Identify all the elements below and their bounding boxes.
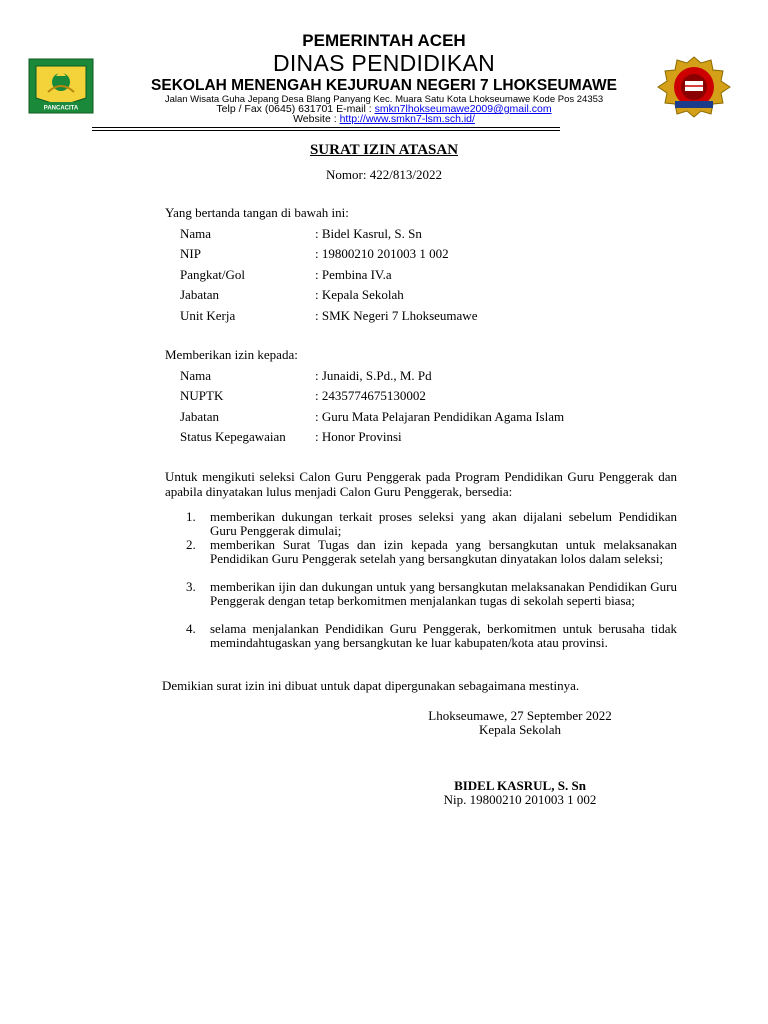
signer-label: Jabatan bbox=[180, 287, 219, 302]
letter-number: Nomor: 422/813/2022 bbox=[326, 167, 442, 182]
list-item-number: 2. bbox=[186, 537, 196, 552]
signer-value: : 19800210 201003 1 002 bbox=[315, 246, 449, 261]
grantee-value: : Honor Provinsi bbox=[315, 429, 402, 444]
letterhead-address: Jalan Wisata Guha Jepang Desa Blang Panyang Kec. Muara Satu Kota Lhokseumawe Kode Pos 24353 bbox=[164, 94, 604, 105]
signer-nip: Nip. 19800210 201003 1 002 bbox=[443, 792, 597, 807]
signer-label: Unit Kerja bbox=[180, 308, 236, 323]
list-item-number: 1. bbox=[186, 509, 196, 524]
signer-label: NIP bbox=[180, 246, 201, 261]
grantee-label: NUPTK bbox=[180, 388, 224, 403]
closing-text: Demikian surat izin ini dibuat untuk dapat dipergunakan sebagaimana mestinya. bbox=[162, 678, 580, 693]
header-divider-bottom bbox=[92, 130, 560, 131]
grantee-value: : Guru Mata Pelajaran Pendidikan Agama Islam bbox=[315, 409, 565, 424]
purpose-paragraph: Untuk mengikuti seleksi Calon Guru Penggerak pada Program Pendidikan Guru Penggerak dan apabila dinyatakan lulus menjadi Calon Guru Penggerak, bersedia: bbox=[165, 469, 677, 499]
website-prefix: Website : bbox=[293, 113, 340, 125]
grantee-value: : 2435774675130002 bbox=[315, 388, 426, 403]
signer-label: Pangkat/Gol bbox=[180, 267, 245, 282]
grantee-label: Nama bbox=[180, 368, 212, 383]
signer-value: : Pembina IV.a bbox=[315, 267, 392, 282]
letterhead-department: DINAS PENDIDIKAN bbox=[272, 50, 496, 76]
left-emblem-text: PANCACITA bbox=[43, 105, 79, 112]
signer-value: : SMK Negeri 7 Lhokseumawe bbox=[315, 308, 478, 323]
letter-title: SURAT IZIN ATASAN bbox=[309, 142, 459, 158]
signer-position: Kepala Sekolah bbox=[479, 722, 561, 737]
place-date: Lhokseumawe, 27 September 2022 bbox=[428, 708, 612, 723]
grantee-label: Status Kepegawaian bbox=[180, 429, 286, 444]
signer-value: : Kepala Sekolah bbox=[315, 287, 404, 302]
letterhead-government: PEMERINTAH ACEH bbox=[302, 31, 466, 50]
list-item: memberikan dukungan terkait proses seleksi yang akan dijalani sebelum Pendidikan Guru Penggerak dimulai; bbox=[210, 509, 677, 538]
grant-intro-text: Memberikan izin kepada: bbox=[165, 347, 298, 362]
signer-name: BIDEL KASRUL, S. Sn bbox=[454, 778, 586, 793]
website-link[interactable]: http://www.smkn7-lsm.sch.id/ bbox=[339, 113, 475, 125]
list-item: selama menjalankan Pendidikan Guru Penggerak, berkomitmen untuk berusaha tidak memindahtugaskan yang bersangkutan ke luar kabupaten/kota atau provinsi. bbox=[210, 621, 677, 650]
list-item-number: 3. bbox=[186, 579, 196, 594]
grantee-label: Jabatan bbox=[180, 409, 219, 424]
list-item: memberikan ijin dan dukungan untuk yang bersangkutan melaksanakan Pendidikan Guru Penggerak dengan tetap berkomitmen menjalankan tugas di sekolah seperti biasa; bbox=[210, 579, 677, 608]
intro-text: Yang bertanda tangan di bawah ini: bbox=[165, 205, 349, 220]
header-divider-top bbox=[92, 127, 560, 128]
grantee-value: : Junaidi, S.Pd., M. Pd bbox=[315, 368, 432, 383]
contact-prefix: Telp / Fax (0645) 631701 E-mail : bbox=[216, 103, 375, 115]
signer-value: : Bidel Kasrul, S. Sn bbox=[315, 226, 422, 241]
letterhead-school-name: SEKOLAH MENENGAH KEJURUAN NEGERI 7 LHOKSEUMAWE bbox=[151, 77, 617, 94]
email-link[interactable]: smkn7lhokseumawe2009@gmail.com bbox=[374, 103, 552, 115]
letterhead-website bbox=[0, 113, 768, 125]
signer-label: Nama bbox=[180, 226, 212, 241]
list-item-number: 4. bbox=[186, 621, 196, 636]
list-item: memberikan Surat Tugas dan izin kepada yang bersangkutan untuk melaksanakan Pendidikan Guru Penggerak setelah yang bersangkutan dinyatakan lolos dalam seleksi; bbox=[210, 537, 677, 566]
